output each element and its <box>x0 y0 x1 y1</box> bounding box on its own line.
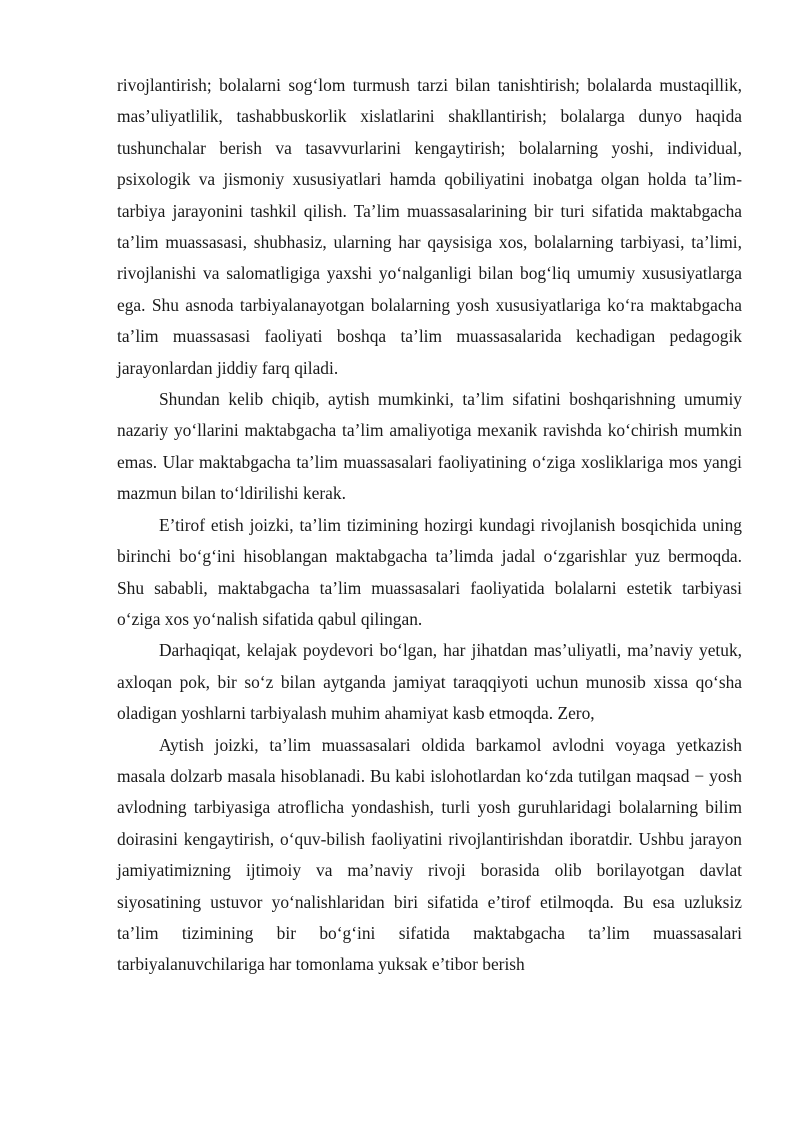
paragraph-1: rivojlantirish; bolalarni sog‘lom turmush tarzi bilan tanishtirish; bolalarda mustaqillik, mas’uliyatlilik, tashabbuskorlik xislatlarini shakllantirish; bolalarga dunyo haqida tushunchalar berish va tasavvurlarini kengaytirish; bolalarning yoshi, individual, psixologik va jismoniy xususiyatlari hamda qobiliyatini inobatga olgan holda ta’lim-tarbiya jarayonini tashkil qilish. Ta’lim muassasalarining bir turi sifatida maktabgacha ta’lim muassasasi, shubhasiz, ularning har qaysisiga xos, bolalarning tarbiyasi, ta’limi, rivojlanishi va salomatligiga yaxshi yo‘nalganligi bilan bog‘liq umumiy xususiyatlarga ega. Shu asnoda tarbiyalanayotgan bolalarning yosh xususiyatlariga ko‘ra maktabgacha ta’lim muassasasi faoliyati boshqa ta’lim muassasalarida kechadigan pedagogik jarayonlardan jiddiy farq qiladi. <box>117 75 742 378</box>
paragraph-5: Aytish joizki, ta’lim muassasalari oldida barkamol avlodni voyaga yetkazish masala dolzarb masala hisoblanadi. Bu kabi islohotlardan ko‘zda tutilgan maqsad − yosh avlodning tarbiyasiga atroflicha yondashish, turli yosh guruhlaridagi bolalarning bilim doirasini kengaytirish, o‘quv-bilish faoliyatini rivojlantirishdan iboratdir. Ushbu jarayon jamiyatimizning ijtimoiy va ma’naviy rivoji borasida olib borilayotgan davlat siyosatining ustuvor yo‘nalishlaridan biri sifatida e’tirof etilmoqda. Bu esa uzluksiz ta’lim tizimining bir bo‘g‘ini sifatida maktabgacha ta’lim muassasalari tarbiyalanuvchilariga har tomonlama yuksak e’tibor berish <box>117 734 742 975</box>
paragraph-3: E’tirof etish joizki, ta’lim tizimining hozirgi kundagi rivojlanish bosqichida uning birinchi bo‘g‘ini hisoblangan maktabgacha ta’limda jadal o‘zgarishlar yuz bermoqda. Shu sababli, maktabgacha ta’lim muassasalari faoliyatida bolalarni estetik tarbiyasi o‘ziga xos yo‘nalish sifatida qabul qilingan. <box>117 514 742 629</box>
document-page <box>117 70 742 981</box>
paragraph-4: Darhaqiqat, kelajak poydevori bo‘lgan, har jihatdan mas’uliyatli, ma’naviy yetuk, axloqan pok, bir so‘z bilan aytganda jamiyat taraqqiyoti uchun munosib xissa qo‘sha oladigan yoshlarni tarbiyalash muhim ahamiyat kasb etmoqda. Zero, <box>117 640 742 724</box>
paragraph-2: Shundan kelib chiqib, aytish mumkinki, ta’lim sifatini boshqarishning umumiy nazariy yo‘llarini maktabgacha ta’lim amaliyotiga mexanik ravishda ko‘chirish mumkin emas. Ular maktabgacha ta’lim muassasalari faoliyatining o‘ziga xosliklariga mos yangi mazmun bilan to‘ldirilishi kerak. <box>117 389 742 504</box>
